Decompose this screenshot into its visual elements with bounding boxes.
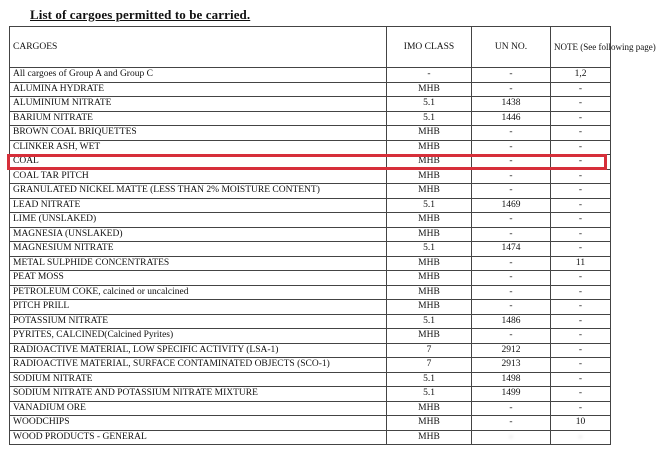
cell-cargo: PYRITES, CALCINED(Calcined Pyrites) <box>10 329 387 344</box>
cell-cargo: BROWN COAL BRIQUETTES <box>10 126 387 141</box>
cell-cargo: METAL SULPHIDE CONCENTRATES <box>10 256 387 271</box>
cell-un-no: - <box>472 169 551 184</box>
cell-un-no: 1446 <box>472 111 551 126</box>
cell-imo-class: MHB <box>387 430 472 445</box>
cell-note: - <box>551 358 611 373</box>
cell-un-no: - <box>472 227 551 242</box>
cell-un-no: 1499 <box>472 387 551 402</box>
cell-cargo: MAGNESIUM NITRATE <box>10 242 387 257</box>
cell-un-no: 2912 <box>472 343 551 358</box>
cell-un-no: - <box>472 416 551 431</box>
table-row <box>10 126 611 141</box>
cell-cargo: SODIUM NITRATE <box>10 372 387 387</box>
cell-un-no: 1438 <box>472 97 551 112</box>
table-row <box>10 198 611 213</box>
cell-un-no: - <box>472 256 551 271</box>
cell-imo-class: MHB <box>387 416 472 431</box>
cell-imo-class: MHB <box>387 155 472 170</box>
cell-imo-class: MHB <box>387 126 472 141</box>
cell-cargo: BARIUM NITRATE <box>10 111 387 126</box>
cell-note: - <box>551 300 611 315</box>
cell-cargo: CLINKER ASH, WET <box>10 140 387 155</box>
table-row <box>10 97 611 112</box>
cargo-table <box>9 26 656 445</box>
cell-imo-class: 5.1 <box>387 97 472 112</box>
table-row <box>10 416 611 431</box>
cell-imo-class: MHB <box>387 300 472 315</box>
cell-un-no: - <box>472 401 551 416</box>
cell-imo-class: MHB <box>387 285 472 300</box>
table-row <box>10 227 611 242</box>
cell-note: - <box>551 97 611 112</box>
cell-imo-class: 5.1 <box>387 387 472 402</box>
cell-note: - <box>551 372 611 387</box>
cell-cargo: PEAT MOSS <box>10 271 387 286</box>
cell-cargo: VANADIUM ORE <box>10 401 387 416</box>
table-row <box>10 68 611 83</box>
cell-note: - <box>551 213 611 228</box>
cell-note: - <box>551 314 611 329</box>
table-row <box>10 82 611 97</box>
cell-note: 11 <box>551 256 611 271</box>
cell-imo-class: 5.1 <box>387 314 472 329</box>
cell-note: - <box>551 430 611 445</box>
cell-imo-class: MHB <box>387 401 472 416</box>
cell-imo-class: MHB <box>387 256 472 271</box>
cell-un-no: - <box>472 329 551 344</box>
cell-cargo: RADIOACTIVE MATERIAL, LOW SPECIFIC ACTIVITY (LSA-1) <box>10 343 387 358</box>
column-header-un-no: UN NO. <box>472 27 551 68</box>
cell-cargo: COAL TAR PITCH <box>10 169 387 184</box>
table-row <box>10 271 611 286</box>
table-row <box>10 140 611 155</box>
cell-un-no: 1474 <box>472 242 551 257</box>
cell-cargo: LIME (UNSLAKED) <box>10 213 387 228</box>
cell-note: - <box>551 169 611 184</box>
cell-un-no: - <box>472 82 551 97</box>
cell-imo-class: MHB <box>387 213 472 228</box>
table-row <box>10 111 611 126</box>
cell-imo-class: MHB <box>387 184 472 199</box>
table-row <box>10 155 611 170</box>
cell-note: - <box>551 111 611 126</box>
cell-imo-class: 7 <box>387 343 472 358</box>
table-row <box>10 401 611 416</box>
cell-note: - <box>551 329 611 344</box>
cell-cargo: COAL <box>10 155 387 170</box>
cell-imo-class: 5.1 <box>387 111 472 126</box>
table-row <box>10 343 611 358</box>
page-title: List of cargoes permitted to be carried. <box>30 7 251 22</box>
table-body <box>10 68 611 445</box>
table-row <box>10 314 611 329</box>
cell-cargo: All cargoes of Group A and Group C <box>10 68 387 83</box>
cell-un-no: 1486 <box>472 314 551 329</box>
cell-un-no: - <box>472 155 551 170</box>
cell-cargo: POTASSIUM NITRATE <box>10 314 387 329</box>
cell-un-no: 2913 <box>472 358 551 373</box>
table-header-row <box>10 27 611 68</box>
cell-un-no: 1469 <box>472 198 551 213</box>
cell-un-no: - <box>472 68 551 83</box>
table-row <box>10 256 611 271</box>
table-row <box>10 285 611 300</box>
cell-note: - <box>551 140 611 155</box>
cell-cargo: PITCH PRILL <box>10 300 387 315</box>
cell-note: - <box>551 271 611 286</box>
cell-cargo: WOODCHIPS <box>10 416 387 431</box>
cell-imo-class: MHB <box>387 82 472 97</box>
cell-note: - <box>551 242 611 257</box>
cell-imo-class: MHB <box>387 227 472 242</box>
cell-note: - <box>551 387 611 402</box>
cell-cargo: GRANULATED NICKEL MATTE (LESS THAN 2% MOISTURE CONTENT) <box>10 184 387 199</box>
cell-imo-class: MHB <box>387 140 472 155</box>
cell-note: - <box>551 401 611 416</box>
cell-cargo: RADIOACTIVE MATERIAL, SURFACE CONTAMINATED OBJECTS (SCO-1) <box>10 358 387 373</box>
cell-note: 1,2 <box>551 68 611 83</box>
cell-imo-class: MHB <box>387 329 472 344</box>
cell-note: - <box>551 343 611 358</box>
cell-imo-class: 5.1 <box>387 198 472 213</box>
cell-imo-class: 5.1 <box>387 372 472 387</box>
table-row <box>10 358 611 373</box>
table-row <box>10 184 611 199</box>
table-row <box>10 372 611 387</box>
cell-cargo: WOOD PRODUCTS - GENERAL <box>10 430 387 445</box>
cell-imo-class: 5.1 <box>387 242 472 257</box>
cell-note: 10 <box>551 416 611 431</box>
cell-note: - <box>551 126 611 141</box>
cell-note: - <box>551 184 611 199</box>
cell-un-no: - <box>472 430 551 445</box>
cell-un-no: 1498 <box>472 372 551 387</box>
table-row <box>10 329 611 344</box>
table-row <box>10 387 611 402</box>
column-header-cargoes: CARGOES <box>10 27 387 68</box>
table-row <box>10 430 611 445</box>
column-header-note: NOTE (See following page) <box>551 27 611 68</box>
cell-cargo: SODIUM NITRATE AND POTASSIUM NITRATE MIXTURE <box>10 387 387 402</box>
table-row <box>10 213 611 228</box>
column-header-imo-class: IMO CLASS <box>387 27 472 68</box>
cell-imo-class: - <box>387 68 472 83</box>
cell-note: - <box>551 285 611 300</box>
cell-note: - <box>551 227 611 242</box>
cell-un-no: - <box>472 140 551 155</box>
cell-cargo: ALUMINIUM NITRATE <box>10 97 387 112</box>
cell-cargo: ALUMINA HYDRATE <box>10 82 387 97</box>
table-row <box>10 242 611 257</box>
cell-cargo: MAGNESIA (UNSLAKED) <box>10 227 387 242</box>
cell-cargo: LEAD NITRATE <box>10 198 387 213</box>
cell-imo-class: MHB <box>387 169 472 184</box>
cell-un-no: - <box>472 285 551 300</box>
cell-un-no: - <box>472 271 551 286</box>
cell-un-no: - <box>472 126 551 141</box>
cell-cargo: PETROLEUM COKE, calcined or uncalcined <box>10 285 387 300</box>
cell-note: - <box>551 82 611 97</box>
table-row <box>10 300 611 315</box>
cell-un-no: - <box>472 184 551 199</box>
cell-imo-class: MHB <box>387 271 472 286</box>
cell-note: - <box>551 155 611 170</box>
cell-imo-class: 7 <box>387 358 472 373</box>
cell-note: - <box>551 198 611 213</box>
cell-un-no: - <box>472 300 551 315</box>
table-row <box>10 169 611 184</box>
cell-un-no: - <box>472 213 551 228</box>
